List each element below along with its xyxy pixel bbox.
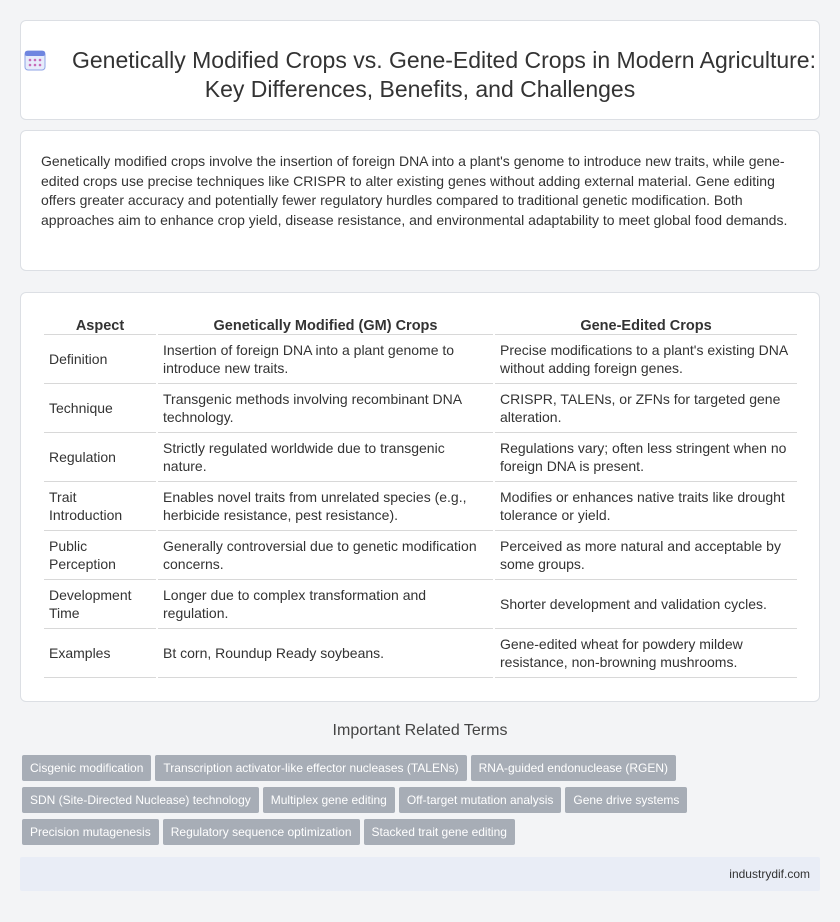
comparison-table bbox=[42, 313, 799, 678]
row-ge-value: CRISPR, TALENs, or ZFNs for targeted gene alteration. bbox=[495, 384, 797, 433]
table-header-row bbox=[44, 313, 797, 335]
comparison-card bbox=[20, 292, 820, 702]
tag-row bbox=[22, 755, 822, 787]
title-card bbox=[20, 20, 820, 120]
table-row bbox=[44, 384, 797, 433]
row-aspect: Development Time bbox=[44, 580, 156, 629]
term-tag[interactable]: Off-target mutation analysis bbox=[399, 787, 562, 813]
footer-site-link[interactable]: industrydif.com bbox=[729, 867, 810, 881]
term-tag[interactable]: Gene drive systems bbox=[565, 787, 687, 813]
related-terms-title: Important Related Terms bbox=[332, 722, 508, 739]
table-row bbox=[44, 482, 797, 531]
term-tag[interactable]: RNA-guided endonuclease (RGEN) bbox=[471, 755, 676, 781]
footer bbox=[20, 857, 820, 891]
table-row bbox=[44, 433, 797, 482]
row-aspect: Technique bbox=[44, 384, 156, 433]
term-tag[interactable]: Transcription activator-like effector nucleases (TALENs) bbox=[155, 755, 466, 781]
term-tag[interactable]: Stacked trait gene editing bbox=[364, 819, 515, 845]
row-aspect: Examples bbox=[44, 629, 156, 678]
intro-paragraph: Genetically modified crops involve the insertion of foreign DNA into a plant's genome to introduce new traits, while gene-edited crops use precise techniques like CRISPR to alter existing genes without adding external material. Gene editing offers greater accuracy and potentially fewer regulatory hurdles compared to traditional genetic modification. Both approaches aim to enhance crop yield, disease resistance, and environmental adaptability to meet global food demands. bbox=[41, 153, 788, 228]
row-aspect: Regulation bbox=[44, 433, 156, 482]
title-text: Genetically Modified Crops vs. Gene-Edited Crops in Modern Agriculture: Key Differences, Benefits, and Challenges bbox=[71, 47, 816, 102]
row-aspect: Definition bbox=[44, 335, 156, 384]
row-gm-value: Strictly regulated worldwide due to transgenic nature. bbox=[158, 433, 493, 482]
term-tag[interactable]: Multiplex gene editing bbox=[263, 787, 395, 813]
row-gm-value: Longer due to complex transformation and regulation. bbox=[158, 580, 493, 629]
header-aspect: Aspect bbox=[44, 313, 156, 335]
row-ge-value: Perceived as more natural and acceptable by some groups. bbox=[495, 531, 797, 580]
term-tag[interactable]: Regulatory sequence optimization bbox=[163, 819, 360, 845]
row-aspect: Trait Introduction bbox=[44, 482, 156, 531]
row-gm-value: Transgenic methods involving recombinant DNA technology. bbox=[158, 384, 493, 433]
related-terms-list bbox=[22, 755, 822, 851]
tag-row bbox=[22, 787, 822, 819]
tag-row bbox=[22, 819, 822, 851]
row-gm-value: Generally controversial due to genetic modification concerns. bbox=[158, 531, 493, 580]
table-row bbox=[44, 531, 797, 580]
row-ge-value: Precise modifications to a plant's existing DNA without adding foreign genes. bbox=[495, 335, 797, 384]
header-gm-crops: Genetically Modified (GM) Crops bbox=[158, 313, 493, 335]
row-ge-value: Shorter development and validation cycles. bbox=[495, 580, 797, 629]
table-row bbox=[44, 580, 797, 629]
term-tag[interactable]: SDN (Site-Directed Nuclease) technology bbox=[22, 787, 259, 813]
row-ge-value: Regulations vary; often less stringent when no foreign DNA is present. bbox=[495, 433, 797, 482]
table-row bbox=[44, 335, 797, 384]
term-tag[interactable]: Cisgenic modification bbox=[22, 755, 151, 781]
row-gm-value: Enables novel traits from unrelated species (e.g., herbicide resistance, pest resistance). bbox=[158, 482, 493, 531]
page-title bbox=[21, 21, 819, 119]
row-aspect: Public Perception bbox=[44, 531, 156, 580]
row-ge-value: Gene-edited wheat for powdery mildew resistance, non-browning mushrooms. bbox=[495, 629, 797, 678]
calendar-icon bbox=[24, 49, 46, 71]
header-gene-edited-crops: Gene-Edited Crops bbox=[495, 313, 797, 335]
term-tag[interactable]: Precision mutagenesis bbox=[22, 819, 159, 845]
row-gm-value: Bt corn, Roundup Ready soybeans. bbox=[158, 629, 493, 678]
table-row bbox=[44, 629, 797, 678]
intro-card bbox=[20, 130, 820, 271]
row-ge-value: Modifies or enhances native traits like drought tolerance or yield. bbox=[495, 482, 797, 531]
row-gm-value: Insertion of foreign DNA into a plant genome to introduce new traits. bbox=[158, 335, 493, 384]
